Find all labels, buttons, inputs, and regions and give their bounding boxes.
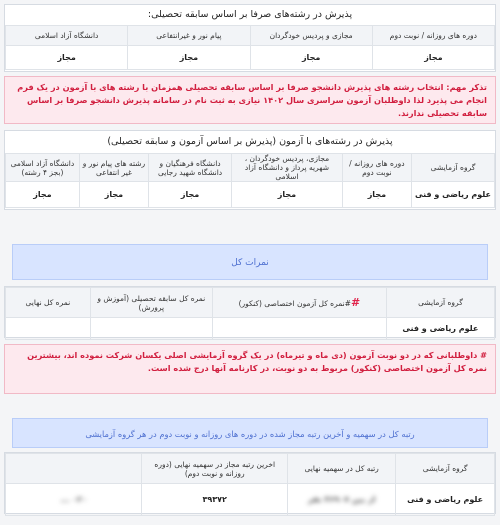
- rank-value-text: از بین ۴۶۹۰۷ نفر: [308, 495, 376, 504]
- blurred-value: [6, 484, 142, 516]
- rank-header: رتبه کل در سهمیه و آخرین رتبه مجاز شده در دوره های روزانه و نوبت دوم در هر گروه آزمایشی: [12, 418, 488, 448]
- col-last-allowed-rank: اخرین رتبه مجاز در سهمیه نهایی (دوره روزانه و نوبت دوم): [142, 454, 288, 484]
- col-virtual: مجازی و پردیس خودگردان: [250, 26, 372, 46]
- col-azad: دانشگاه آزاد اسلامی (بجز ۴ رشته): [6, 154, 80, 182]
- rank-table: [5, 453, 495, 516]
- col-final-score: نمره کل نهایی: [6, 288, 91, 318]
- col-exam-score: ##نمره کل آزمون اختصاصی (کنکور): [212, 288, 386, 318]
- exam-notice-text: # داوطلبانی که در دو نوبت آزمون (دی ماه و تیرماه) در یک گروه آزمایشی اصلی یکسان شرکت نموده اند، بیشترین نمره کل آزمون اختصاصی (کنکور) مربوط به دو نوبت، در کارنامه آنها درج شده است.: [27, 350, 487, 373]
- col-virtual: مجازی، پردیس خودگردان ، شهریه پرداز و دانشگاه آزاد اسلامی: [232, 154, 343, 182]
- value-azad: مجاز: [6, 46, 128, 70]
- group-name: علوم ریاضی و فنی: [411, 182, 494, 208]
- col-blurred: [6, 454, 142, 484]
- group-name: علوم ریاضی و فنی: [386, 318, 494, 340]
- section-with-exam-title: پذیرش در رشته‌های با آزمون (پذیرش بر اساس آزمون و سابقه تحصیلی): [107, 136, 393, 147]
- rank-value: [288, 484, 396, 516]
- exam-score-value: [212, 318, 386, 340]
- value-daily: مجاز: [342, 182, 411, 208]
- col-daily: دوره های روزانه / نوبت دوم: [342, 154, 411, 182]
- col-payamnoor: رشته های پیام نور و غیر انتفاعی: [79, 154, 148, 182]
- col-group: گروه آزمایشی: [386, 288, 494, 318]
- col-group: گروه آزمایشی: [411, 154, 494, 182]
- history-score-value: [90, 318, 212, 340]
- col-farhangian: دانشگاه فرهنگیان و دانشگاه شهید رجایی: [149, 154, 232, 182]
- value-virtual: مجاز: [250, 46, 372, 70]
- col-group: گروه آزمایشی: [396, 454, 495, 484]
- group-name: علوم ریاضی و فنی: [396, 484, 495, 516]
- last-allowed-rank-value: ۳۹۳۷۲: [142, 484, 288, 516]
- scores-table: [5, 287, 495, 340]
- value-virtual: مجاز: [232, 182, 343, 208]
- value-payamnoor: مجاز: [128, 46, 250, 70]
- col-history-score: نمره کل سابقه تحصیلی (آموزش و پرورش): [90, 288, 212, 318]
- rank-section: [4, 452, 496, 514]
- section-history-only: [4, 4, 496, 72]
- hash-mark: #: [350, 296, 361, 309]
- scores-header: نمرات کل: [12, 244, 488, 280]
- section-history-only-title: پذیرش در رشته‌های صرفا بر اساس سابقه تحصیلی:: [147, 9, 353, 20]
- with-exam-table: [5, 153, 495, 208]
- value-farhangian: مجاز: [149, 182, 232, 208]
- value-payamnoor: مجاز: [79, 182, 148, 208]
- col-azad: دانشگاه آزاد اسلامی: [6, 26, 128, 46]
- col-rank: رتبه کل در سهمیه نهایی: [288, 454, 396, 484]
- value-daily: مجاز: [372, 46, 494, 70]
- value-azad: مجاز: [6, 182, 80, 208]
- blurred-value-text: ۰۲۰ ...: [60, 495, 87, 504]
- final-score-value: [6, 318, 91, 340]
- scores-section: [4, 286, 496, 338]
- col-daily: دوره های روزانه / نوبت دوم: [372, 26, 494, 46]
- history-only-table: [5, 25, 495, 70]
- important-notice: تذکر مهم: انتخاب رشته های پذیرش دانشجو صرفا بر اساس سابقه تحصیلی همزمان با رشته های با آزمون در یک فرم انجام می پذیرد لذا داوطلبان آزمون سراسری سال ۱۴۰۲ نیازی به ثبت نام در سامانه پذیرش دانشجو صرفا بر اساس سابقه تحصیلی ندارند.: [4, 76, 496, 124]
- section-with-exam: [4, 130, 496, 210]
- col-payamnoor: پیام نور و غیرانتفاعی: [128, 26, 250, 46]
- exam-notice: [4, 344, 496, 394]
